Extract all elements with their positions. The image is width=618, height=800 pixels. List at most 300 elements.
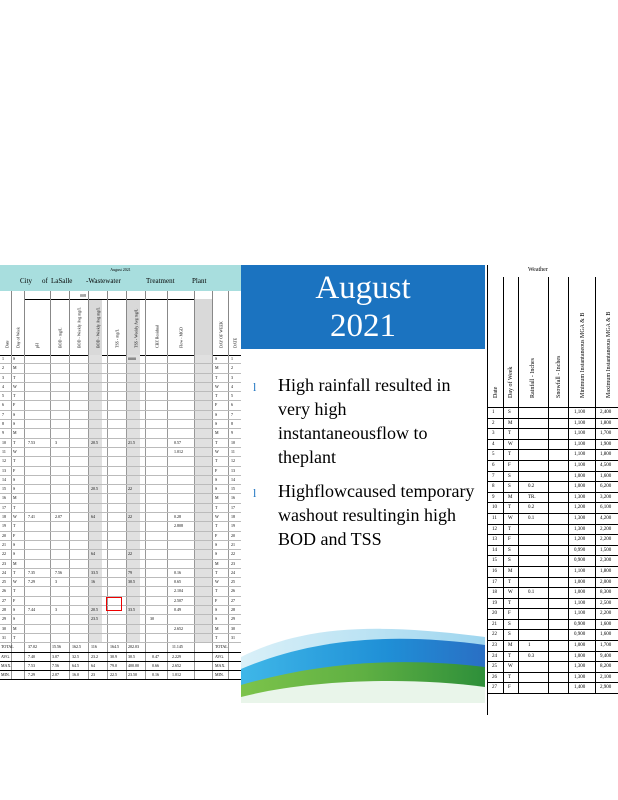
table-cell: 1.012 xyxy=(174,448,183,454)
table-row xyxy=(0,485,241,494)
table-cell: 3 xyxy=(55,579,57,585)
table-cell: 13 xyxy=(2,467,6,473)
weather-cell: 1,100 xyxy=(574,568,586,574)
table-cell: 20 xyxy=(2,532,6,538)
summary-cell: 15.56 xyxy=(52,644,61,650)
weather-cell: 2,500 xyxy=(600,600,612,606)
table-cell: 7 xyxy=(2,411,4,417)
weather-cell: 10 xyxy=(492,505,497,511)
table-cell: 30 xyxy=(231,625,235,631)
table-cell: 0.49 xyxy=(174,607,181,613)
title-word: -Wastewater xyxy=(86,277,121,285)
table-row xyxy=(0,541,241,550)
summary-cell: 0.47 xyxy=(152,653,159,659)
column-header: TSS - mg/L xyxy=(114,329,119,348)
weather-cell: 2,300 xyxy=(600,558,612,564)
table-cell: S xyxy=(13,421,16,427)
summary-cell: 0.16 xyxy=(152,672,159,678)
summary-row xyxy=(0,653,241,662)
table-cell: W xyxy=(13,383,17,389)
weather-row xyxy=(488,408,618,419)
table-cell: T xyxy=(13,439,16,445)
summary-cell: 202.03 xyxy=(128,644,139,650)
weather-row xyxy=(488,662,618,673)
weather-cell: 1,000 xyxy=(574,473,586,479)
bullet-marker: l xyxy=(253,380,257,394)
table-cell: 17 xyxy=(231,504,235,510)
weather-cell: W xyxy=(508,590,513,596)
table-cell: M xyxy=(215,495,219,501)
weather-cell: T xyxy=(508,653,512,659)
weather-cell: 2 xyxy=(492,420,495,426)
table-cell: 1 xyxy=(2,356,4,361)
summary-cell: MAX. xyxy=(1,662,12,668)
table-cell: M xyxy=(13,365,17,371)
summary-cell: 0.66 xyxy=(152,662,159,668)
column-header: TSS - Weekly Avg mg/L xyxy=(133,308,138,348)
table-cell: M xyxy=(215,625,219,631)
table-cell: 0.65 xyxy=(174,579,181,585)
table-cell: M xyxy=(215,365,219,371)
table-cell: S xyxy=(215,541,218,547)
weather-cell: 0,900 xyxy=(574,558,586,564)
table-cell: T xyxy=(13,393,16,399)
weather-cell: 1,100 xyxy=(574,441,586,447)
summary-cell: 64.5 xyxy=(72,662,79,668)
table-cell: 30 xyxy=(150,616,154,622)
weather-cell: M xyxy=(508,643,513,649)
summary-row xyxy=(0,671,241,680)
bullet-item xyxy=(251,373,481,469)
weather-row xyxy=(488,419,618,430)
weather-row xyxy=(488,429,618,440)
table-cell: T xyxy=(215,393,218,399)
weather-cell: 1,300 xyxy=(574,494,586,500)
table-cell: 20.5 xyxy=(91,439,98,445)
column-header: Maximum Instantaneous MGA & B xyxy=(606,311,612,398)
table-row xyxy=(0,494,241,503)
weather-cell: S xyxy=(508,484,511,490)
table-cell: 10 xyxy=(231,439,235,445)
weather-row xyxy=(488,641,618,652)
title-word: Plant xyxy=(192,277,207,285)
weather-cell: 8,200 xyxy=(600,664,612,670)
weather-cell: M xyxy=(508,420,513,426)
weather-cell: 1,000 xyxy=(574,643,586,649)
weather-cell: 1,900 xyxy=(600,441,612,447)
summary-cell: 79.0 xyxy=(110,662,117,668)
weather-cell: 6,100 xyxy=(600,505,612,511)
table-cell: 27 xyxy=(2,597,6,603)
table-cell: S xyxy=(215,607,218,613)
bullet-text: Highflowcaused temporary washout resultingin high BOD and TSS xyxy=(278,481,475,549)
weather-cell: 1,300 xyxy=(574,526,586,532)
table-cell: 33.5 xyxy=(91,569,98,575)
summary-cell: 164.5 xyxy=(110,644,119,650)
weather-cell: 11 xyxy=(492,515,497,521)
weather-cell: 1,100 xyxy=(574,431,586,437)
table-row xyxy=(0,587,241,596)
column-header: BOD - mg/L xyxy=(57,327,62,348)
table-cell: S xyxy=(215,616,218,622)
table-cell: W xyxy=(215,383,219,389)
table-cell: 2.652 xyxy=(174,625,183,631)
table-cell: 3 xyxy=(231,374,233,380)
weather-cell: M xyxy=(508,568,513,574)
table-cell: S xyxy=(13,541,16,547)
table-cell: 1 xyxy=(231,356,233,361)
table-cell: 26 xyxy=(2,588,6,594)
summary-cell: 400.00 xyxy=(128,662,139,668)
table-cell: F xyxy=(13,467,16,473)
bullet-item xyxy=(251,479,481,551)
column-header: Snowfall - Inches xyxy=(556,355,562,398)
summary-cell: 162.5 xyxy=(72,644,81,650)
weather-cell: 1,800 xyxy=(600,452,612,458)
table-cell: 24 xyxy=(2,569,6,575)
weather-cell: 0,900 xyxy=(574,632,586,638)
title-word: City xyxy=(20,277,33,285)
weather-cell: 17 xyxy=(492,579,497,585)
table-cell: 15 xyxy=(231,486,235,492)
table-cell: 7.35 xyxy=(28,569,35,575)
table-cell: 13 xyxy=(231,467,235,473)
table-cell: F xyxy=(13,402,16,408)
table-cell: T xyxy=(13,504,16,510)
table-cell: 0.57 xyxy=(174,439,181,445)
weather-cell: 6 xyxy=(492,462,495,468)
weather-cell: 24 xyxy=(492,653,497,659)
weather-cell: 1,300 xyxy=(574,674,586,680)
table-cell: 4 xyxy=(2,383,4,389)
summary-row xyxy=(0,662,241,671)
weather-cell: 1,700 xyxy=(600,643,612,649)
table-cell: S xyxy=(215,551,218,557)
weather-cell: 1,100 xyxy=(574,600,586,606)
summary-cell: 2.07 xyxy=(52,672,59,678)
highlight-box xyxy=(106,597,122,611)
table-row xyxy=(0,411,241,420)
table-cell: 7.41 xyxy=(28,514,35,520)
table-cell: 25 xyxy=(2,579,6,585)
weather-cell: 1,400 xyxy=(574,685,586,691)
slide-title-month: August xyxy=(315,270,411,306)
weather-cell: 27 xyxy=(492,685,497,691)
table-cell: 18 xyxy=(231,514,235,520)
weather-cell: S xyxy=(508,547,511,553)
column-header: CBZ Residual xyxy=(154,325,159,348)
weather-cell: 2,200 xyxy=(600,611,612,617)
table-cell: S xyxy=(13,486,16,492)
table-cell: 29 xyxy=(2,616,6,622)
weather-cell: 9,400 xyxy=(600,653,612,659)
table-cell: 7.44 xyxy=(28,607,35,613)
summary-cell: 2.652 xyxy=(172,662,181,668)
table-cell: S xyxy=(215,476,218,482)
table-cell: T xyxy=(13,523,16,529)
weather-cell: 13 xyxy=(492,537,497,543)
table-cell: M xyxy=(13,495,17,501)
table-cell: 8 xyxy=(231,421,233,427)
table-cell: 14 xyxy=(2,476,6,482)
table-row xyxy=(0,401,241,410)
table-cell: 5 xyxy=(231,393,233,399)
weather-row xyxy=(488,567,618,578)
weather-cell: 1,800 xyxy=(600,568,612,574)
summary-cell: 30.5 xyxy=(128,653,135,659)
summary-row xyxy=(0,643,241,652)
summary-cell: 116 xyxy=(91,644,97,650)
summary-cell: 37.02 xyxy=(28,644,37,650)
table-cell: 21.5 xyxy=(128,439,135,445)
table-cell: 9 xyxy=(2,430,4,436)
table-body xyxy=(0,355,241,680)
summary-cell: 23 xyxy=(91,672,95,678)
table-cell: 30 xyxy=(2,625,6,631)
weather-cell: 1,000 xyxy=(574,653,586,659)
column-header: Day of Week xyxy=(508,366,514,398)
wave-decoration xyxy=(241,617,485,715)
weather-cell: 0,990 xyxy=(574,547,586,553)
weather-cell: 8,300 xyxy=(600,590,612,596)
weather-cell: 15 xyxy=(492,558,497,564)
weather-cell: 4,500 xyxy=(600,462,612,468)
weather-cell: 1 xyxy=(492,410,495,415)
table-title-banner xyxy=(0,265,241,291)
table-cell: 10 xyxy=(2,439,6,445)
table-cell: 8 xyxy=(2,421,4,427)
weather-cell: F xyxy=(508,685,511,691)
table-cell: S xyxy=(13,551,16,557)
column-header: pH xyxy=(34,343,39,348)
table-cell: T xyxy=(215,458,218,464)
weather-cell: 2,200 xyxy=(600,526,612,532)
summary-cell: 1.012 xyxy=(172,672,181,678)
table-cell: W xyxy=(215,448,219,454)
table-cell: 15 xyxy=(2,486,6,492)
table-cell: 16 xyxy=(91,579,95,585)
weather-cell: T xyxy=(508,526,512,532)
summary-cell: 7.29 xyxy=(28,672,35,678)
weather-cell: 9 xyxy=(492,494,495,500)
table-cell: 2 xyxy=(2,365,4,371)
table-row xyxy=(0,364,241,373)
weather-row xyxy=(488,461,618,472)
table-cell: T xyxy=(215,439,218,445)
column-header: Date xyxy=(4,340,9,348)
table-cell: 64 xyxy=(91,514,95,520)
column-header: DAY OF WEEK xyxy=(218,321,223,348)
bullet-text: High rainfall resulted in very high instantaneousflow to theplant xyxy=(278,375,451,467)
weather-cell: F xyxy=(508,537,511,543)
weather-cell: 0.1 xyxy=(528,590,535,596)
table-cell: T xyxy=(13,588,16,594)
summary-cell: 32.5 xyxy=(72,653,79,659)
slide-title-year: 2021 xyxy=(330,308,396,344)
table-cell: F xyxy=(13,532,16,538)
table-cell: 19 xyxy=(2,523,6,529)
table-cell: 79 xyxy=(128,569,132,575)
weather-cell: 3,200 xyxy=(600,494,612,500)
weather-cell: 5 xyxy=(492,452,495,458)
table-cell: 3 xyxy=(55,607,57,613)
summary-cell: TOTAL xyxy=(1,644,14,650)
weather-cell: 1,800 xyxy=(600,420,612,426)
table-cell: T xyxy=(13,634,16,640)
weather-cell: 18 xyxy=(492,590,497,596)
column-header: Minimum Instantaneous MGA & B xyxy=(580,312,586,398)
table-cell: 23.5 xyxy=(91,616,98,622)
summary-cell: AVG. xyxy=(1,653,11,659)
table-row xyxy=(0,392,241,401)
table-cell: M xyxy=(215,430,219,436)
table-row xyxy=(0,448,241,457)
weather-cell: F xyxy=(508,462,511,468)
table-row xyxy=(0,615,241,624)
weather-row xyxy=(488,472,618,483)
weather-row xyxy=(488,546,618,557)
weather-cell: 1,700 xyxy=(600,431,612,437)
weather-cell: 2,400 xyxy=(600,410,612,415)
table-cell: 20 xyxy=(231,532,235,538)
table-cell: 21 xyxy=(2,541,6,547)
table-cell: 64 xyxy=(91,551,95,557)
bullet-marker: l xyxy=(253,486,257,500)
summary-cell: 7.40 xyxy=(28,653,35,659)
table-cell: 5 xyxy=(2,393,4,399)
weather-cell: 1,000 xyxy=(574,590,586,596)
weather-cell: 8 xyxy=(492,484,495,490)
table-cell: T xyxy=(13,374,16,380)
weather-row xyxy=(488,673,618,684)
summary-cell: 16.0 xyxy=(72,672,79,678)
table-cell: T xyxy=(215,634,218,640)
table-cell: 7.56 xyxy=(55,569,62,575)
table-cell: 31 xyxy=(2,634,6,640)
table-cell: W xyxy=(13,579,17,585)
weather-cell: 1,600 xyxy=(600,632,612,638)
table-cell: 2 xyxy=(231,365,233,371)
table-cell: 7 xyxy=(231,411,233,417)
table-cell: T xyxy=(13,458,16,464)
table-cell: 21 xyxy=(231,541,235,547)
table-row xyxy=(0,439,241,448)
weather-cell: 12 xyxy=(492,526,497,532)
table-row xyxy=(0,476,241,485)
summary-cell: MAX. xyxy=(215,662,226,668)
weather-cell: 4,200 xyxy=(600,515,612,521)
column-header: Day of Week xyxy=(15,327,20,348)
table-cell: M xyxy=(13,430,17,436)
weather-cell: 1,100 xyxy=(574,462,586,468)
table-cell: 25 xyxy=(231,579,235,585)
bullet-list xyxy=(251,373,481,561)
weather-cell: 1,300 xyxy=(574,515,586,521)
weather-cell: 0.2 xyxy=(528,505,535,511)
weather-cell: 1,600 xyxy=(600,621,612,627)
column-header: Rainfall - Inches xyxy=(530,358,536,398)
table-cell: W xyxy=(215,514,219,520)
weather-cell: 19 xyxy=(492,600,497,606)
plant-data-table xyxy=(0,265,241,715)
weather-row xyxy=(488,683,618,694)
summary-cell: 23.50 xyxy=(128,672,137,678)
table-cell: 0.16 xyxy=(174,569,181,575)
table-row xyxy=(0,560,241,569)
weather-cell: 1,200 xyxy=(574,537,586,543)
table-row xyxy=(0,569,241,578)
table-cell: 20.5 xyxy=(91,486,98,492)
weather-cell: T xyxy=(508,505,512,511)
table-cell: S xyxy=(13,356,16,361)
weather-cell: 4 xyxy=(492,441,495,447)
weather-cell: 16 xyxy=(492,568,497,574)
table-cell: 2.104 xyxy=(174,588,183,594)
weather-cell: 21 xyxy=(492,621,497,627)
title-word: LaSalle xyxy=(51,277,73,285)
table-cell: 23 xyxy=(231,560,235,566)
weather-cell: T xyxy=(508,674,512,680)
weather-cell: 2,100 xyxy=(600,674,612,680)
weather-cell: 2,000 xyxy=(600,579,612,585)
summary-cell: MIN. xyxy=(215,672,224,678)
weather-cell: 1,600 xyxy=(600,473,612,479)
column-header: Date xyxy=(493,386,499,398)
table-cell: 22 xyxy=(2,551,6,557)
weather-row xyxy=(488,525,618,536)
table-cell: 29 xyxy=(231,616,235,622)
weather-cell: 1,000 xyxy=(574,484,586,490)
table-cell: #### xyxy=(128,356,136,361)
weather-cell: TR. xyxy=(528,494,536,500)
weather-row xyxy=(488,609,618,620)
summary-cell: 64 xyxy=(91,662,95,668)
weather-cell: 25 xyxy=(492,664,497,670)
table-cell: 20.5 xyxy=(91,607,98,613)
table-cell: T xyxy=(215,374,218,380)
table-cell: M xyxy=(13,560,17,566)
table-row xyxy=(0,383,241,392)
weather-row xyxy=(488,652,618,663)
weather-cell: 1,200 xyxy=(574,505,586,511)
weather-cell: 26 xyxy=(492,674,497,680)
table-cell: 22 xyxy=(231,551,235,557)
weather-cell: S xyxy=(508,621,511,627)
weather-header: Weather xyxy=(528,267,548,273)
table-cell: S xyxy=(13,476,16,482)
weather-cell: 20 xyxy=(492,611,497,617)
table-cell: T xyxy=(13,569,16,575)
weather-cell: 0,900 xyxy=(574,621,586,627)
table-cell: 9 xyxy=(231,430,233,436)
weather-cell: S xyxy=(508,473,511,479)
weather-cell: W xyxy=(508,664,513,670)
weather-cell: 1,300 xyxy=(574,664,586,670)
weather-cell: 1,000 xyxy=(574,579,586,585)
weather-row xyxy=(488,630,618,641)
weather-cell: S xyxy=(508,632,511,638)
weather-cell: T xyxy=(508,600,512,606)
weather-cell: 2,200 xyxy=(600,537,612,543)
table-row xyxy=(0,504,241,513)
weather-cell: 1,500 xyxy=(600,547,612,553)
table-cell: 7.29 xyxy=(28,579,35,585)
table-cell: 30.5 xyxy=(128,579,135,585)
summary-cell: 22.5 xyxy=(110,672,117,678)
table-cell: 3 xyxy=(55,439,57,445)
table-cell: S xyxy=(215,421,218,427)
title-banner xyxy=(241,265,485,349)
